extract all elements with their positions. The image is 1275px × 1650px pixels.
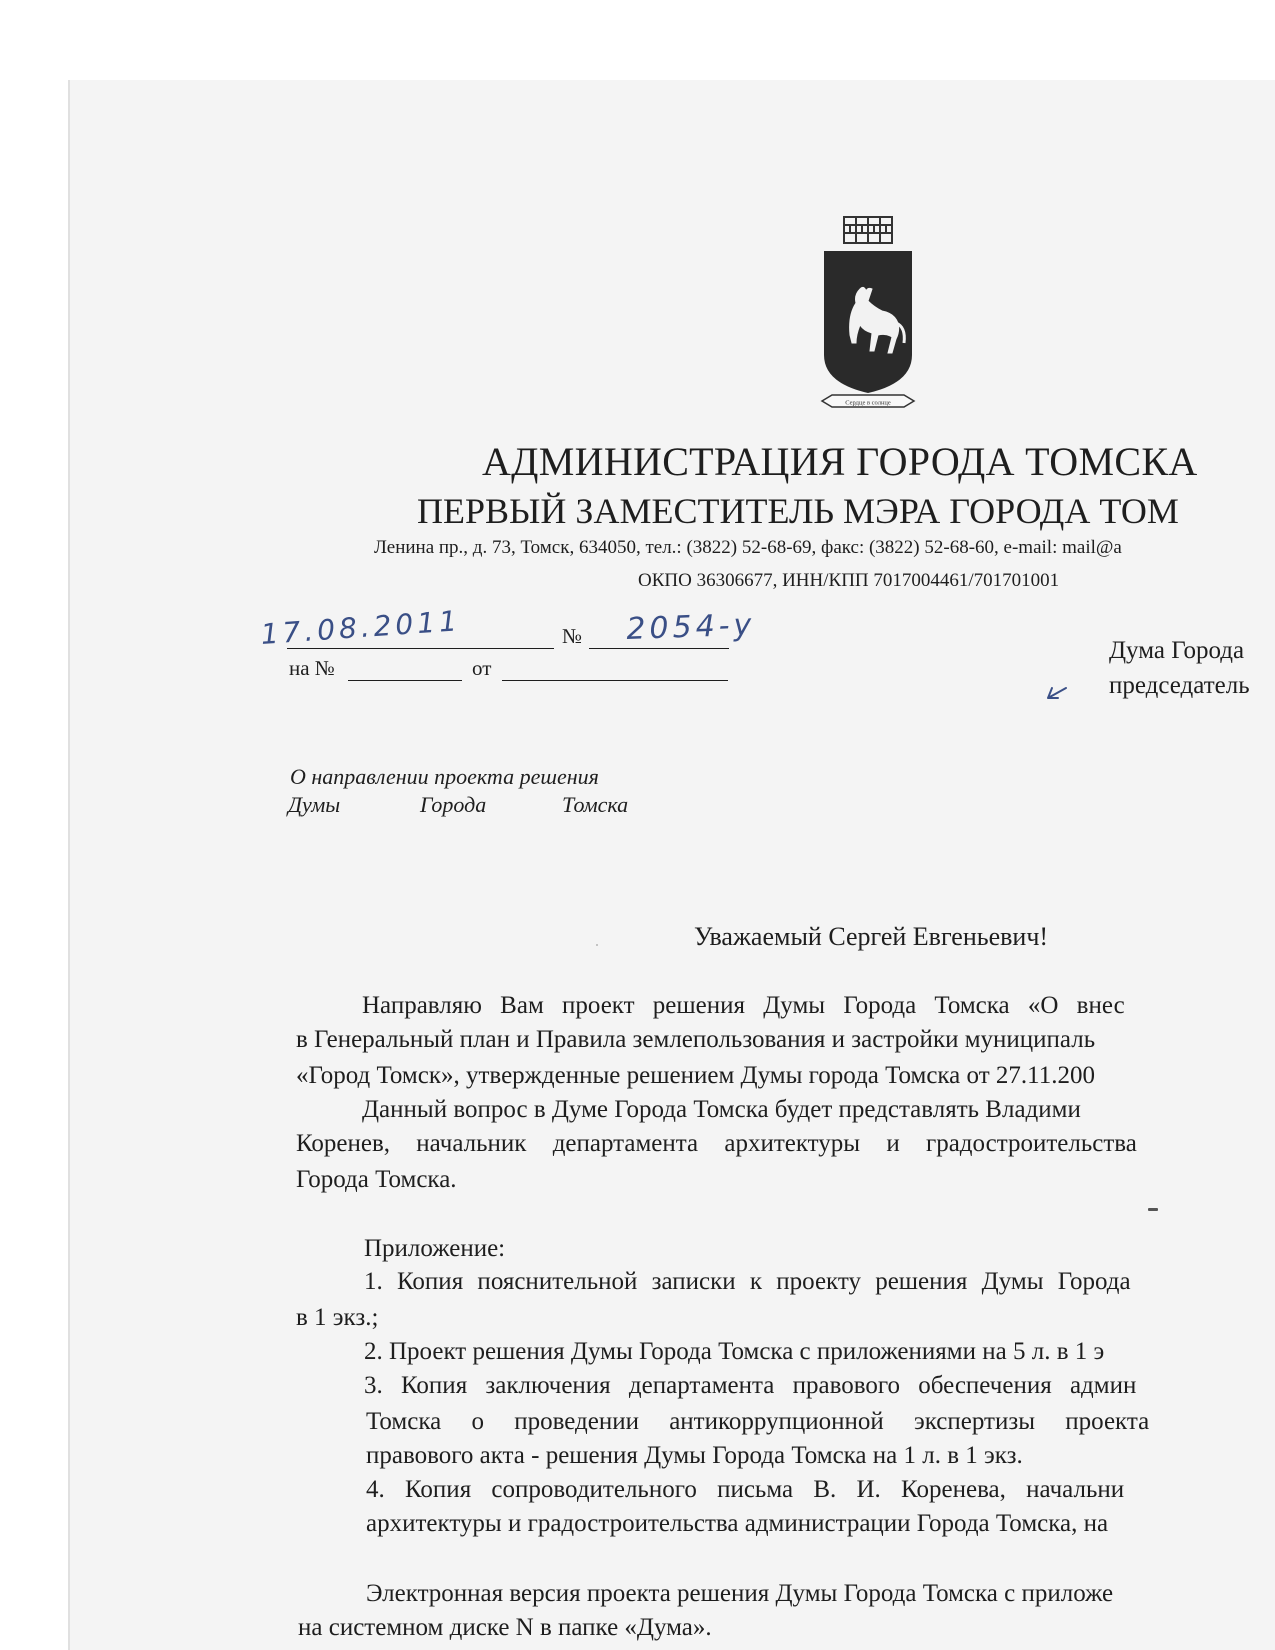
- org-subtitle: ПЕРВЫЙ ЗАМЕСТИТЕЛЬ МЭРА ГОРОДА ТОМ: [417, 491, 1179, 531]
- scan-speck: [1148, 1208, 1158, 1211]
- attachment-1-line2: в 1 экз.;: [296, 1304, 379, 1331]
- org-address: Ленина пр., д. 73, Томск, 634050, тел.: (3822) 52-68-69, факс: (3822) 52-68-60, e-mail: mail@a: [374, 537, 1122, 558]
- body-p1-line1: Направляю Вам проект решения Думы Города Томска «О внес: [362, 992, 1125, 1019]
- org-codes: ОКПО 36306677, ИНН/КПП 7017004461/701701001: [638, 570, 1060, 591]
- handwritten-date: 17.08.2011: [259, 604, 462, 651]
- number-sign: №: [562, 624, 583, 648]
- subject-word-3: Томска: [562, 792, 629, 817]
- subject-line1: О направлении проекта решения: [290, 764, 599, 789]
- from-label: от: [472, 656, 492, 680]
- handwritten-arrow-icon: [1042, 682, 1070, 704]
- salutation: Уважаемый Сергей Евгеньевич!: [694, 922, 1049, 951]
- from-underline: [502, 680, 728, 681]
- body-p2-line2: Коренев, начальник департамента архитектуры и градостроительства: [296, 1130, 1137, 1157]
- tomsk-coat-of-arms-icon: [820, 215, 916, 425]
- date-underline: [287, 648, 554, 649]
- subject-word-1: Думы: [288, 792, 341, 817]
- attachment-2: 2. Проект решения Думы Города Томска с приложениями на 5 л. в 1 э: [364, 1338, 1105, 1365]
- org-title: АДМИНИСТРАЦИЯ ГОРОДА ТОМСКА: [482, 439, 1198, 484]
- body-p2-line1: Данный вопрос в Думе Города Томска будет представлять Владими: [362, 1096, 1081, 1123]
- attachment-1-line1: 1. Копия пояснительной записки к проекту решения Думы Города: [364, 1268, 1131, 1295]
- attachments-title: Приложение:: [364, 1235, 506, 1262]
- attachment-3-line2: Томска о проведении антикоррупционной экспертизы проекта: [366, 1408, 1150, 1435]
- in-reply-underline: [348, 680, 462, 681]
- addressee-line2: председатель: [1109, 672, 1250, 699]
- attachment-4-line2: архитектуры и градостроительства администрации Города Томска, на: [366, 1510, 1109, 1537]
- emblem-ribbon-text: Сердце в солнце: [845, 399, 891, 407]
- electronic-version-line1: Электронная версия проекта решения Думы Города Томска с приложе: [366, 1580, 1114, 1607]
- in-reply-label: на №: [289, 656, 335, 680]
- number-underline: [589, 648, 729, 649]
- attachment-3-line1: 3. Копия заключения департамента правового обеспечения админ: [364, 1372, 1137, 1399]
- subject-word-2: Города: [420, 792, 487, 817]
- electronic-version-line2: на системном диске N в папке «Дума».: [298, 1614, 712, 1641]
- attachment-4-line1: 4. Копия сопроводительного письма В. И. Коренева, начальни: [366, 1476, 1125, 1503]
- body-p2-line3: Города Томска.: [296, 1166, 457, 1193]
- attachment-3-line3: правового акта - решения Думы Города Томска на 1 л. в 1 экз.: [366, 1442, 1023, 1469]
- body-p1-line2: в Генеральный план и Правила землепользования и застройки муниципаль: [296, 1026, 1096, 1053]
- addressee-line1: Дума Города: [1109, 637, 1245, 664]
- handwritten-number: 2054-у: [625, 607, 756, 647]
- body-p1-line3: «Город Томск», утвержденные решением Думы города Томска от 27.11.200: [296, 1062, 1095, 1089]
- scan-speck: [596, 944, 598, 946]
